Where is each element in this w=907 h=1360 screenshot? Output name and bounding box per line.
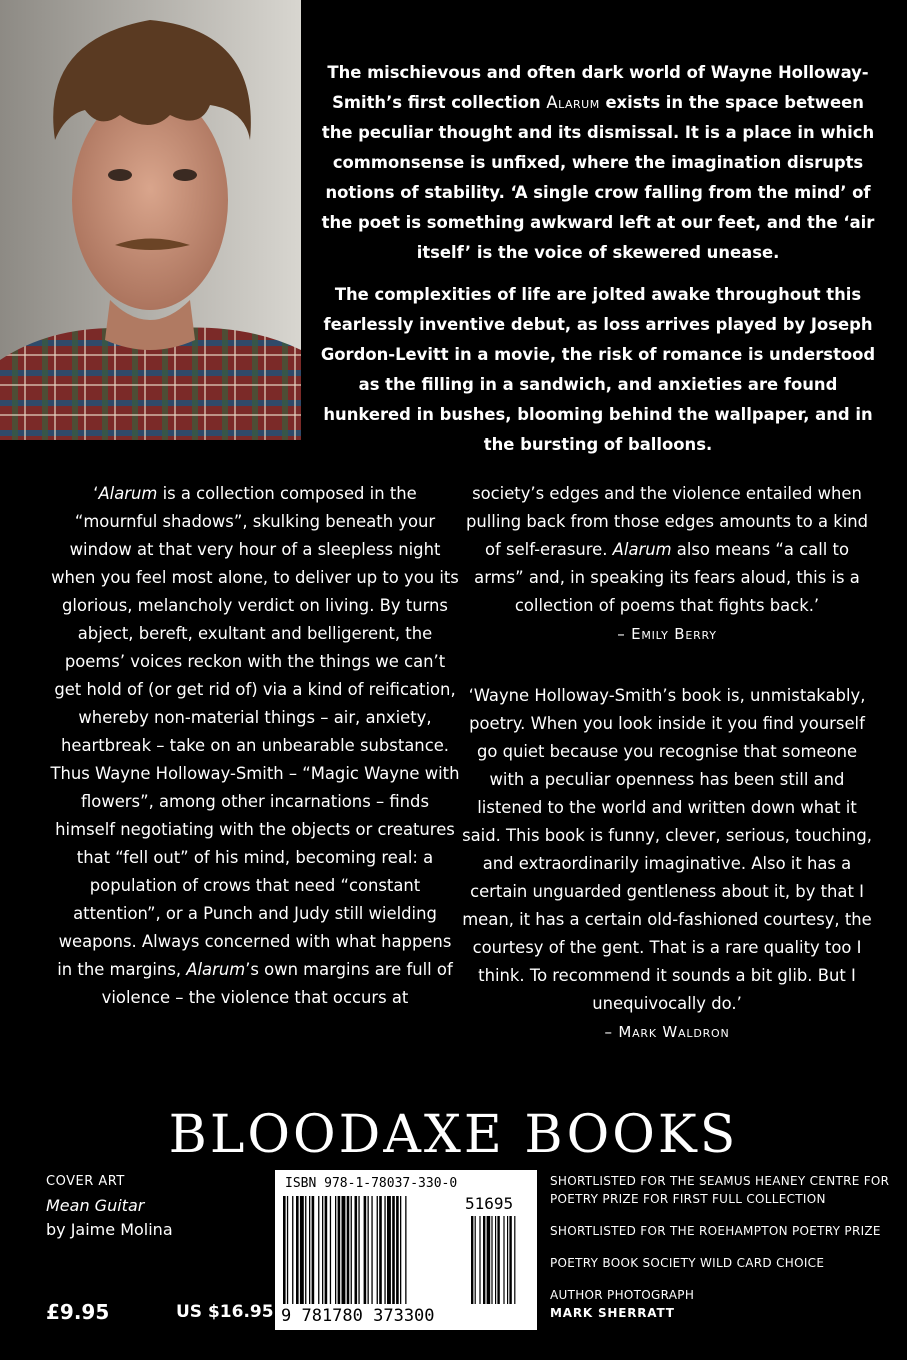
barcode-bar (475, 1216, 476, 1304)
quote-attribution: – Emily Berry (617, 625, 717, 643)
barcode-bar (296, 1196, 299, 1304)
barcode-bar (384, 1196, 385, 1304)
barcode-bar (292, 1196, 293, 1304)
quote-text: also means “a call to arms” and, in speaking its fears aloud, this is a collection of poems that fights back.’ (474, 540, 860, 615)
barcode-bar (364, 1196, 367, 1304)
price-uk: £9.95 (46, 1300, 110, 1324)
barcode-number: 9 781780 373300 (281, 1306, 435, 1326)
prizes-list (550, 1172, 890, 1322)
barcode-bar (312, 1196, 315, 1304)
barcode-bar (503, 1216, 504, 1304)
barcode-bar (355, 1196, 358, 1304)
book-title: Alarum (612, 540, 672, 559)
author-portrait-image (0, 0, 301, 440)
barcode-bar (487, 1216, 491, 1304)
blurb-paragraph-2: The complexities of life are jolted awake throughout this fearlessly inventive debut, as loss arrives played by Joseph Gordon-Levitt in a movie, the risk of romance is understood as the filling in a sandwich, and anxieties are found hunkered in bushes, blooming behind the wallpaper, and in the bursting of balloons. (320, 285, 876, 454)
isbn-label: ISBN 978-1-78037-330-0 (285, 1176, 458, 1191)
author-photo (0, 0, 301, 440)
cover-art-credit (46, 1170, 173, 1242)
prize-item: POETRY BOOK SOCIETY WILD CARD CHOICE (550, 1256, 825, 1270)
barcode-bar (330, 1196, 331, 1304)
cover-art-artist: by Jaime Molina (46, 1220, 173, 1239)
barcode-bar (379, 1196, 382, 1304)
barcode-bar (351, 1196, 352, 1304)
barcode-bar (479, 1216, 480, 1304)
cover-art-title-text: Mean Guitar (46, 1196, 145, 1215)
barcode-bar (400, 1196, 401, 1304)
publisher-logo: BLOODAXE BOOKS (168, 1105, 739, 1165)
barcode-bar (507, 1216, 508, 1304)
quote-column-left (50, 480, 460, 1012)
barcode-bar (335, 1196, 336, 1304)
barcode-bar (509, 1216, 511, 1304)
photo-credit-label: AUTHOR PHOTOGRAPH (550, 1288, 695, 1302)
barcode-bar (495, 1216, 496, 1304)
quote-attribution: – Mark Waldron (604, 1023, 730, 1041)
barcode (275, 1170, 537, 1330)
barcode-bar (471, 1216, 473, 1304)
photo-credit-name: MARK SHERRATT (550, 1306, 675, 1320)
blurb-text: exists in the space between the peculiar thought and its dismissal. It is a place in which commonsense is unfixed, where the imagination disrupts notions of stability. ‘A single crow falling from the mind’ of the poet is something awkward left at our feet, and the ‘air itself’ is the voice of skewered unease. (321, 93, 875, 262)
barcode-price-code: 51695 (465, 1194, 514, 1213)
prize-item: SHORTLISTED FOR THE SEAMUS HEANEY CENTRE FOR POETRY PRIZE FOR FIRST FULL COLLECTION (550, 1174, 890, 1206)
quote-text: society’s edges and the violence entailed when pulling back from those edges amounts to a kind of self-erasure. (465, 484, 869, 559)
barcode-bar (358, 1196, 359, 1304)
quote-text: is a collection composed in the “mournful shadows”, skulking beneath your window at that very hour of a sleepless night when you feel most alone, to deliver up to you its glorious, melancholy verdict on living. By turns abject, bereft, exultant and belligerent, the poems’ voices reckon with the things we can’t get hold of (or get rid of) via a kind of reification, whereby non-material things – air, anxiety, heartbreak – take on an unbearable substance. Thus Wayne Holloway-Smith – “Magic Wayne with flowers”, among other incarnations – finds himself negotiating with the objects or creatures that “fell out” of his mind, becoming real: a population of crows that need “constant attention”, or a Punch and Judy still wielding weapons. Always concerned with what happens in the margins, (50, 484, 460, 979)
blurb-paragraph-1 (318, 58, 878, 268)
barcode-bar (497, 1216, 499, 1304)
barcode-bar (368, 1196, 369, 1304)
blurb-text: The mischievous and often dark world of Wayne Holloway-Smith’s first collection (327, 63, 869, 112)
barcode-bar (342, 1196, 346, 1304)
barcode-bar (322, 1196, 323, 1304)
quote-text: ’s own margins are full of violence – the violence that occurs at (101, 960, 453, 1007)
book-title: Alarum (546, 93, 600, 112)
barcode-bar (491, 1216, 492, 1304)
book-title: Alarum (98, 484, 158, 503)
quote-mark: ‘ (93, 484, 99, 503)
barcode-bar (377, 1196, 378, 1304)
cover-art-label: COVER ART (46, 1174, 125, 1189)
barcode-bar (347, 1196, 350, 1304)
barcode-bar (514, 1216, 515, 1304)
barcode-bar (309, 1196, 310, 1304)
barcode-bar (405, 1196, 406, 1304)
barcode-bar (396, 1196, 399, 1304)
barcode-bars (281, 1196, 531, 1304)
barcode-bar (305, 1196, 306, 1304)
barcode-bar (371, 1196, 372, 1304)
quote-emily-berry-part-1 (50, 480, 460, 1012)
prize-item: SHORTLISTED FOR THE ROEHAMPTON POETRY PRIZE (550, 1224, 881, 1238)
book-title: Alarum (186, 960, 246, 979)
blurb (318, 58, 878, 472)
quote-mark-waldron: ‘Wayne Holloway-Smith’s book is, unmistakably, poetry. When you look inside it you find yourself go quiet because you recognise that someone with a peculiar openness has been still and listened to the world and written down what it said. This book is funny, clever, serious, touching, and extraordinarily imaginative. Also it has a certain unguarded gentleness about it, by that I mean, it has a certain old-fashioned courtesy, the courtesy of the gent. That is a rare quality too I think. To recommend it sounds a bit glib. But I unequivocally do.’ (462, 686, 872, 1013)
quote-emily-berry-part-2 (462, 480, 872, 620)
quote-column-right (462, 480, 872, 1046)
price-us: US $16.95 (176, 1302, 274, 1322)
barcode-bar (318, 1196, 319, 1304)
cover-art-title (46, 1194, 173, 1218)
barcode-bar (387, 1196, 391, 1304)
barcode-bar (338, 1196, 341, 1304)
barcode-bar (283, 1196, 286, 1304)
barcode-bar (483, 1216, 485, 1304)
barcode-bar (300, 1196, 304, 1304)
barcode-bar (287, 1196, 288, 1304)
barcode-bar (325, 1196, 328, 1304)
barcode-bar (392, 1196, 395, 1304)
